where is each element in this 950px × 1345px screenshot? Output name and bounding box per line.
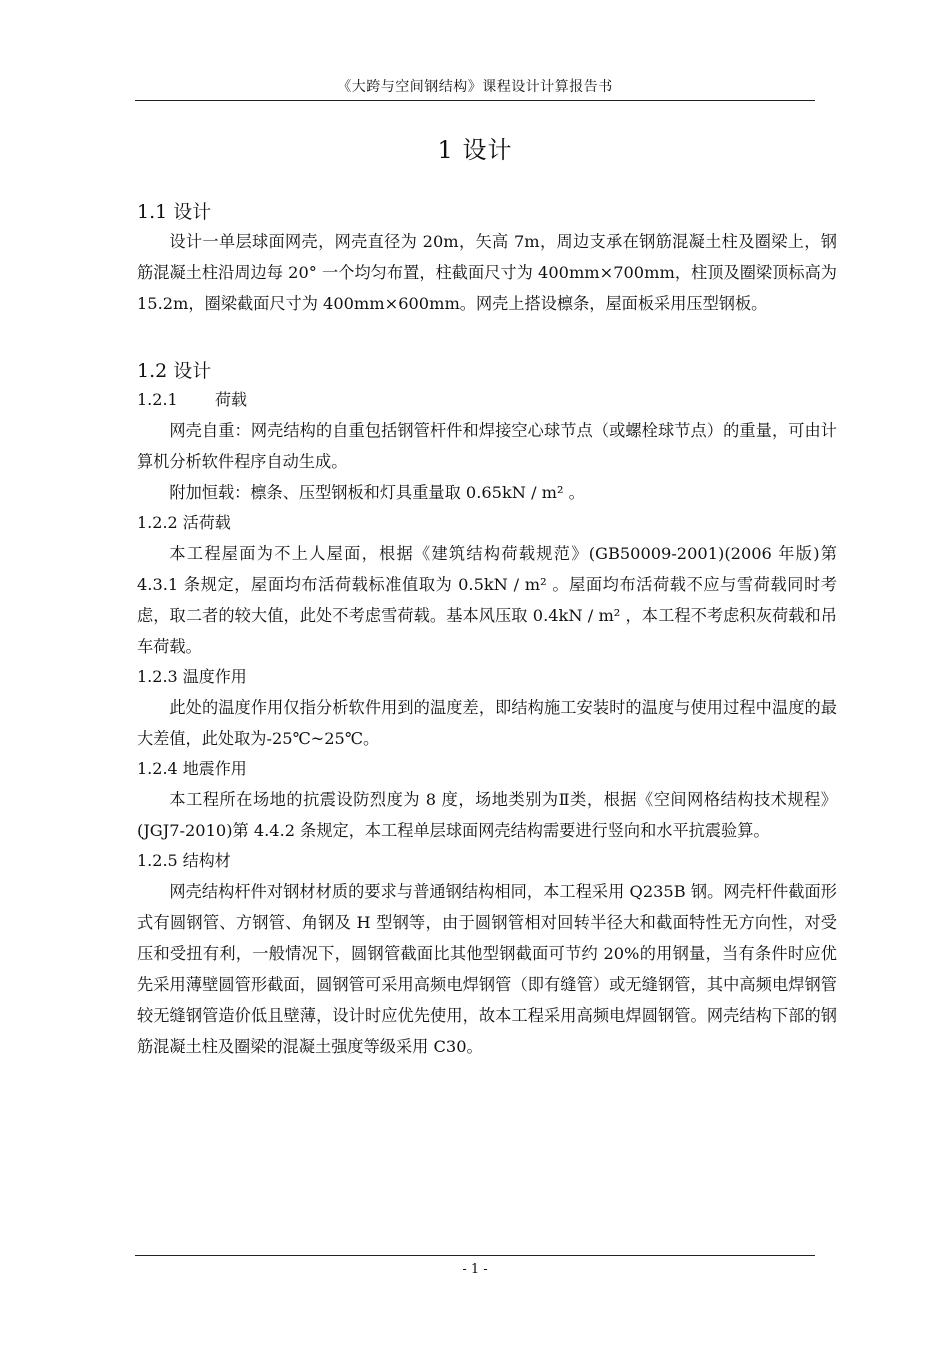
live-load-paragraph: 本工程屋面为不上人屋面，根据《建筑结构荷载规范》(GB50009-2001)(2006 年版)第 4.3.1 条规定，屋面均布活荷载标准值取为 0.5kN / m² 。屋面均布活荷载不应与雪荷载同时考虑，取二者的较大值，此处不考虑雪荷载。基本风压取 0.4kN / m² ，本工程不考虑积灰荷载和吊车荷载。 [137,544,837,656]
subsection-number: 1.2.1 [137,390,178,409]
document-body [137,198,837,1062]
subsection-heading-1-2-2: 1.2.2 活荷载 [137,513,231,532]
self-weight-paragraph: 网壳自重：网壳结构的自重包括钢管杆件和焊接空心球节点（或螺栓球节点）的重量，可由计算机分析软件程序自动生成。 [137,421,837,471]
section-1-1-paragraph: 设计一单层球面网壳，网壳直径为 20m，矢高 7m，周边支承在钢筋混凝土柱及圈梁上，钢筋混凝土柱沿周边每 20° 一个均匀布置，柱截面尺寸为 400mm×700mm，柱顶及圈梁顶标高为 15.2m，圈梁截面尺寸为 400mm×600mm。网壳上搭设檩条，屋面板采用压型钢板。 [137,232,837,313]
subsection-heading-1-2-5: 1.2.5 结构材 [137,851,231,870]
subsection-heading-1-2-3: 1.2.3 温度作用 [137,667,247,686]
page-number: - 1 - [462,1262,488,1277]
material-paragraph: 网壳结构杆件对钢材材质的要求与普通钢结构相同，本工程采用 Q235B 钢。网壳杆件截面形式有圆钢管、方钢管、角钢及 H 型钢等，由于圆钢管相对回转半径大和截面特性无方向性，对受压和受扭有利，一般情况下，圆钢管截面比其他型钢截面可节约 20%的用钢量，当有条件时应优先采用薄壁圆管形截面，圆钢管可采用高频电焊钢管（即有缝管）或无缝钢管，其中高频电焊钢管较无缝钢管造价低且壁薄，设计时应优先使用，故本工程采用高频电焊圆钢管。网壳结构下部的钢筋混凝土柱及圈梁的混凝土强度等级采用 C30。 [137,882,837,1056]
subsection-heading-1-2-1 [137,385,837,415]
chapter-title: 1 设计 [437,136,513,164]
section-spacer [137,319,837,357]
seismic-paragraph: 本工程所在场地的抗震设防烈度为 8 度，场地类别为Ⅱ类，根据《空间网格结构技术规程》(JGJ7-2010)第 4.4.2 条规定，本工程单层球面网壳结构需要进行竖向和水平抗震验算。 [137,790,837,840]
additional-dead-load-paragraph: 附加恒载：檩条、压型钢板和灯具重量取 0.65kN / m² 。 [169,483,585,502]
section-heading-1-1: 1.1 设计 [137,201,212,223]
running-header: 《大跨与空间钢结构》课程设计计算报告书 [337,79,613,95]
temperature-paragraph: 此处的温度作用仅指分析软件用到的温度差，即结构施工安装时的温度与使用过程中温度的最大差值，此处取为-25℃~25℃。 [137,698,837,748]
subsection-heading-1-2-4: 1.2.4 地震作用 [137,759,247,778]
subsection-title: 荷载 [215,390,248,409]
section-heading-1-2: 1.2 设计 [137,360,212,382]
footer-rule [135,1255,815,1256]
header-rule [135,100,815,101]
